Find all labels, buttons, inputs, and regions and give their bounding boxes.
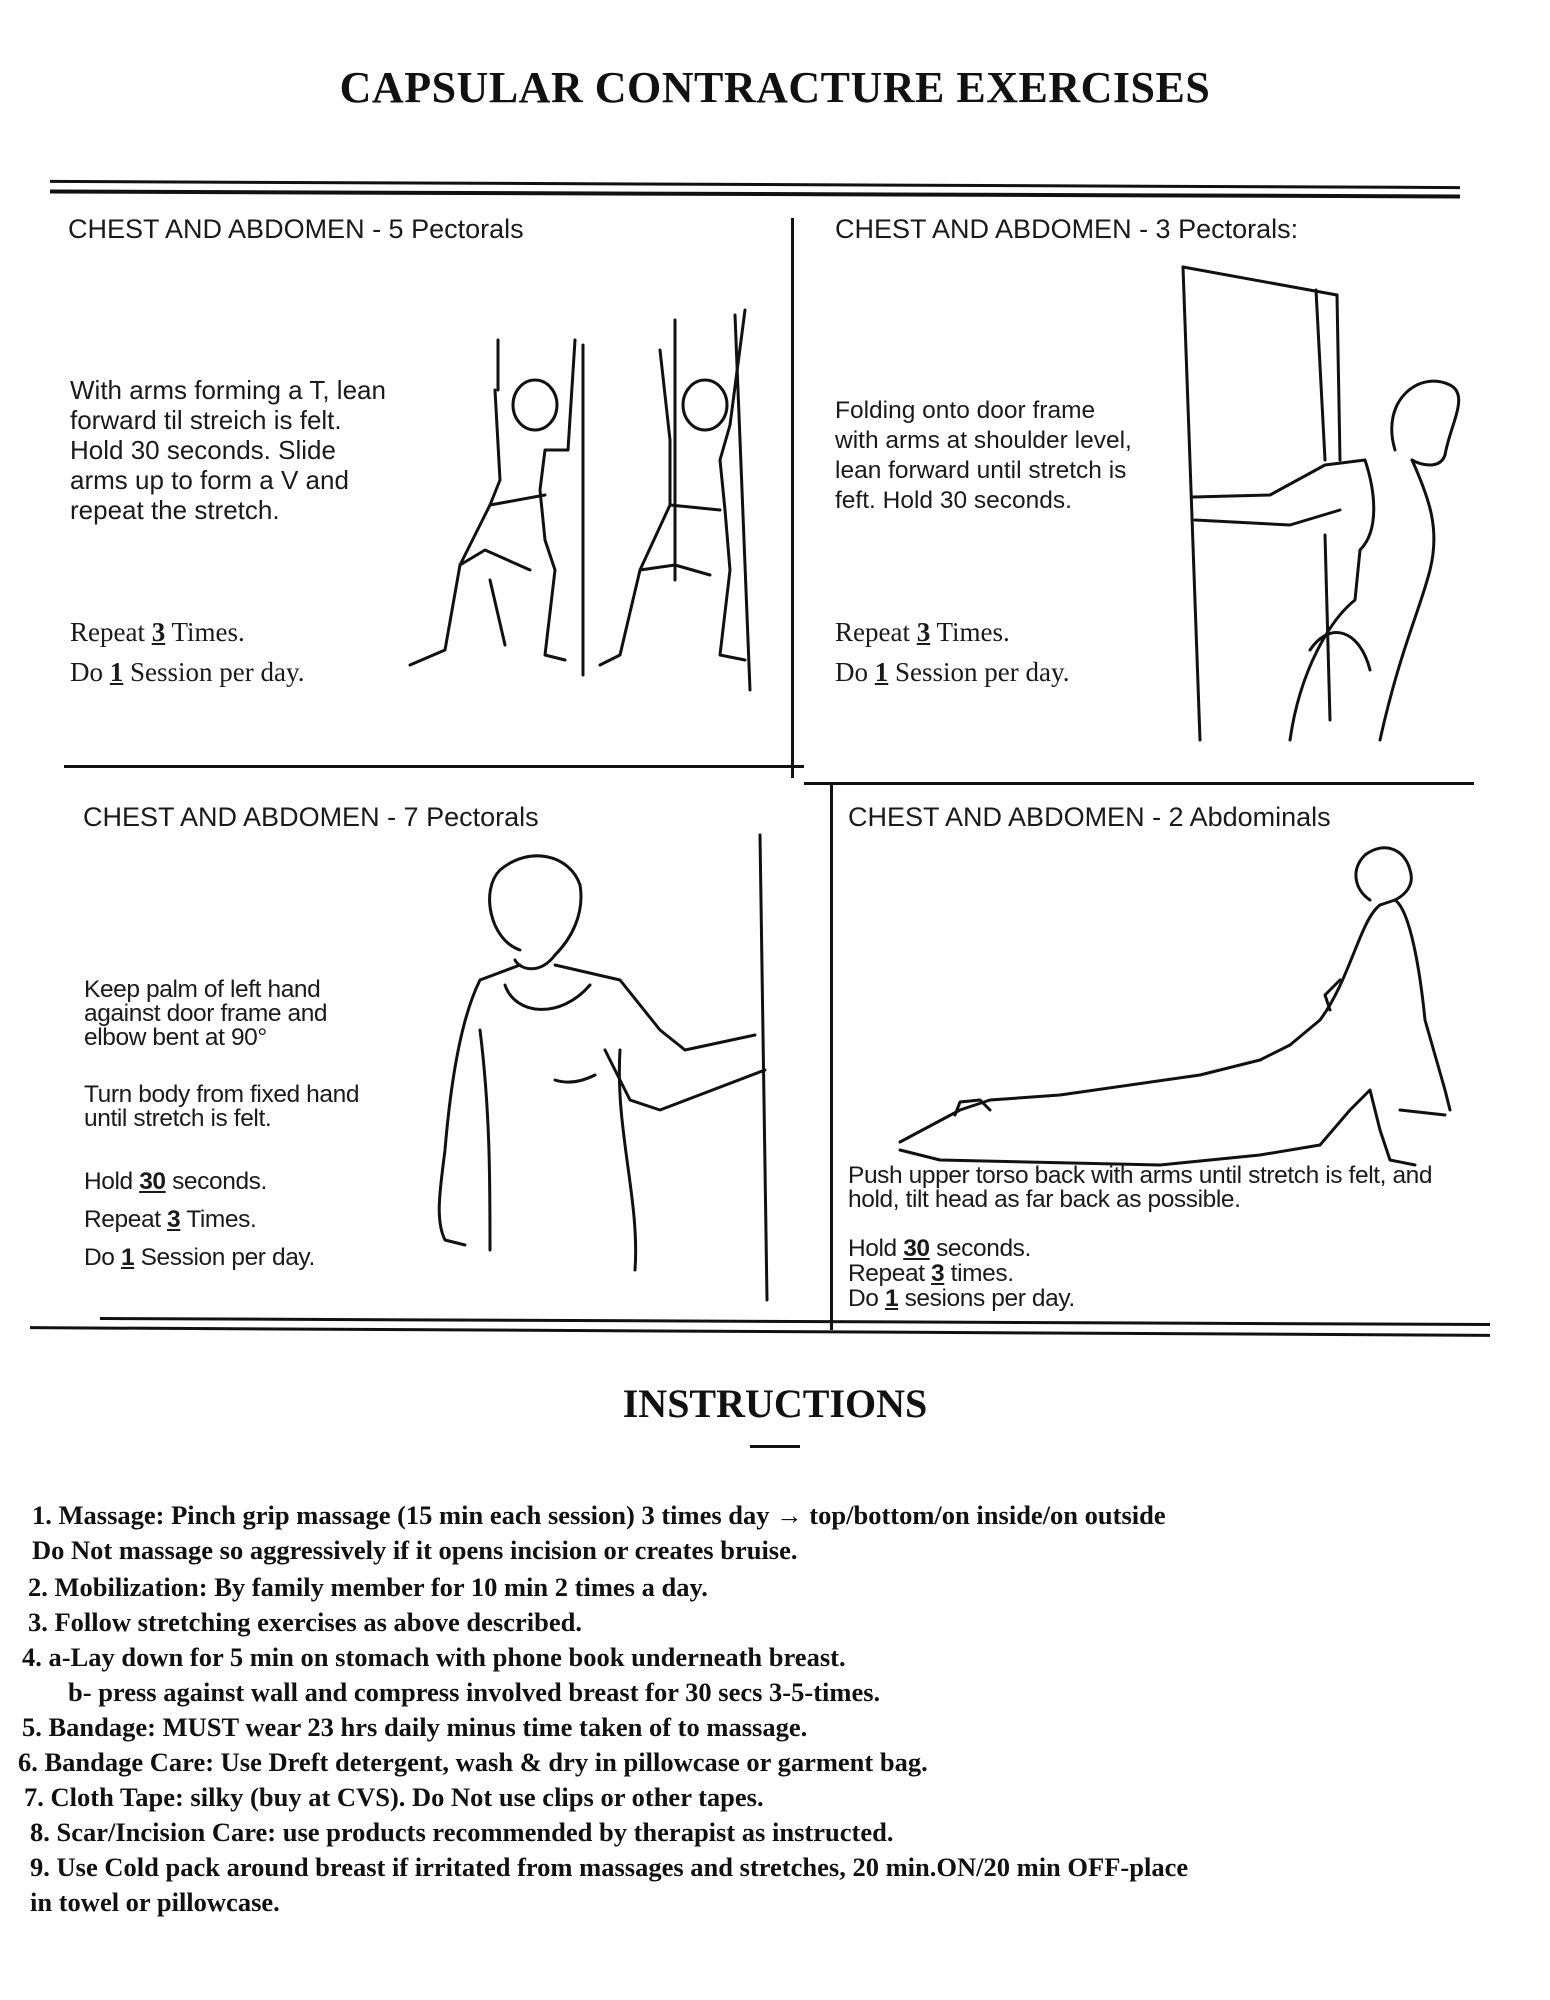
- exercise-title: CHEST AND ABDOMEN - 2 Abdominals: [848, 802, 1331, 832]
- exercise-title: CHEST AND ABDOMEN - 5 Pectorals: [68, 214, 524, 244]
- sessions-count: 1: [109, 657, 124, 687]
- instruction-item-5: 5. Bandage: MUST wear 23 hrs daily minus time taken of to massage.: [22, 1712, 808, 1742]
- repeat-line: Repeat 3 Times.: [835, 617, 1010, 647]
- description-line: hold, tilt head as far back as possible.: [848, 1186, 1241, 1213]
- hold-line: Hold 30 seconds.: [848, 1235, 1031, 1262]
- sessions-count: 1: [884, 1285, 899, 1312]
- repeat-line: Repeat 3 Times.: [70, 617, 245, 647]
- description-line: Hold 30 seconds. Slide: [70, 435, 336, 465]
- hold-seconds: 30: [903, 1235, 930, 1262]
- exercise-dosage: [70, 612, 304, 692]
- exercise-description: [835, 396, 1132, 516]
- repeat-count: 3: [931, 1260, 945, 1287]
- sessions-line: Do 1 Session per day.: [70, 657, 305, 687]
- illustration-figure-hand-on-door-frame: [420, 830, 800, 1320]
- sessions-line: Do 1 Session per day.: [835, 657, 1070, 687]
- sessions-count: 1: [874, 657, 889, 687]
- hold-seconds: 30: [139, 1168, 166, 1195]
- description-line: forward til streich is felt.: [70, 405, 342, 435]
- illustration-figure-leaning-door-frame: [1150, 250, 1450, 750]
- exercise-title: CHEST AND ABDOMEN - 3 Pectorals:: [835, 214, 1299, 244]
- instruction-item-1: 1. Massage: Pinch grip massage (15 min each session) 3 times day → top/bottom/on inside/on outside: [32, 1500, 1166, 1530]
- instructions-underline: [750, 1445, 800, 1448]
- description-line: Keep palm of left hand: [84, 976, 321, 1003]
- vertical-divider-upper: [791, 218, 794, 778]
- exercise-description: [848, 1164, 1432, 1212]
- description-line: arms up to form a V and: [70, 465, 349, 495]
- instruction-item-8: 8. Scar/Incision Care: use products recommended by therapist as instructed.: [30, 1817, 894, 1847]
- sessions-count: 1: [120, 1244, 135, 1271]
- exercise-dosage: [848, 1236, 1075, 1311]
- sessions-line: Do 1 Session per day.: [84, 1244, 315, 1271]
- description-line: against door frame and: [84, 1000, 328, 1027]
- document-title: CAPSULAR CONTRACTURE EXERCISES: [339, 63, 1211, 112]
- instruction-item-4b: b- press against wall and compress involved breast for 30 secs 3-5-times.: [68, 1677, 881, 1707]
- description-line: until stretch is felt.: [84, 1105, 272, 1132]
- repeat-line: Repeat 3 Times.: [84, 1206, 257, 1233]
- exercise-description-2: [84, 1083, 359, 1131]
- sessions-line: Do 1 sesions per day.: [848, 1285, 1075, 1312]
- exercise-description: [84, 978, 327, 1050]
- repeat-count: 3: [151, 617, 166, 647]
- exercise-description: [70, 375, 386, 525]
- instruction-item-9: 9. Use Cold pack around breast if irritated from massages and stretches, 20 min.ON/20 min OFF-place: [30, 1852, 1189, 1882]
- description-line: repeat the stretch.: [70, 495, 280, 525]
- description-line: elbow bent at 90°: [84, 1024, 267, 1051]
- instructions-heading: INSTRUCTIONS: [622, 1381, 928, 1426]
- exercise-dosage: [84, 1163, 315, 1277]
- illustration-two-figures-door-frame: [400, 300, 780, 700]
- instruction-item-6: 6. Bandage Care: Use Dreft detergent, wash & dry in pillowcase or garment bag.: [18, 1747, 928, 1777]
- hold-line: Hold 30 seconds.: [84, 1168, 267, 1195]
- instruction-item-3: 3. Follow stretching exercises as above described.: [28, 1607, 582, 1637]
- top-rule-2: [50, 190, 1460, 199]
- description-line: Push upper torso back with arms until stretch is felt, and: [848, 1162, 1433, 1189]
- repeat-line: Repeat 3 times.: [848, 1260, 1014, 1287]
- exercise-dosage: [835, 612, 1069, 692]
- instruction-item-1-note: Do Not massage so aggressively if it opens incision or creates bruise.: [32, 1535, 798, 1565]
- top-rule: [50, 180, 1460, 189]
- instruction-item-2: 2. Mobilization: By family member for 10 min 2 times a day.: [28, 1572, 708, 1602]
- description-line: feft. Hold 30 seconds.: [835, 487, 1072, 514]
- illustration-figure-prone-press-up: [860, 860, 1540, 1170]
- instruction-item-4a: 4. a-Lay down for 5 min on stomach with phone book underneath breast.: [22, 1642, 846, 1672]
- repeat-count: 3: [167, 1206, 181, 1233]
- repeat-count: 3: [916, 617, 931, 647]
- exercise-title: CHEST AND ABDOMEN - 7 Pectorals: [83, 802, 539, 832]
- description-line: with arms at shoulder level,: [835, 427, 1132, 454]
- middle-rule-left: [64, 765, 804, 768]
- instruction-item-9-cont: in towel or pillowcase.: [30, 1887, 280, 1917]
- middle-rule-right: [804, 782, 1474, 785]
- bottom-rule-2: [30, 1326, 1490, 1337]
- description-line: Turn body from fixed hand: [84, 1081, 360, 1108]
- vertical-divider-lower: [830, 785, 833, 1330]
- description-line: Folding onto door frame: [835, 397, 1096, 424]
- instruction-item-7: 7. Cloth Tape: silky (buy at CVS). Do Not use clips or other tapes.: [24, 1782, 764, 1812]
- description-line: lean forward until stretch is: [835, 457, 1127, 484]
- description-line: With arms forming a T, lean: [70, 375, 386, 405]
